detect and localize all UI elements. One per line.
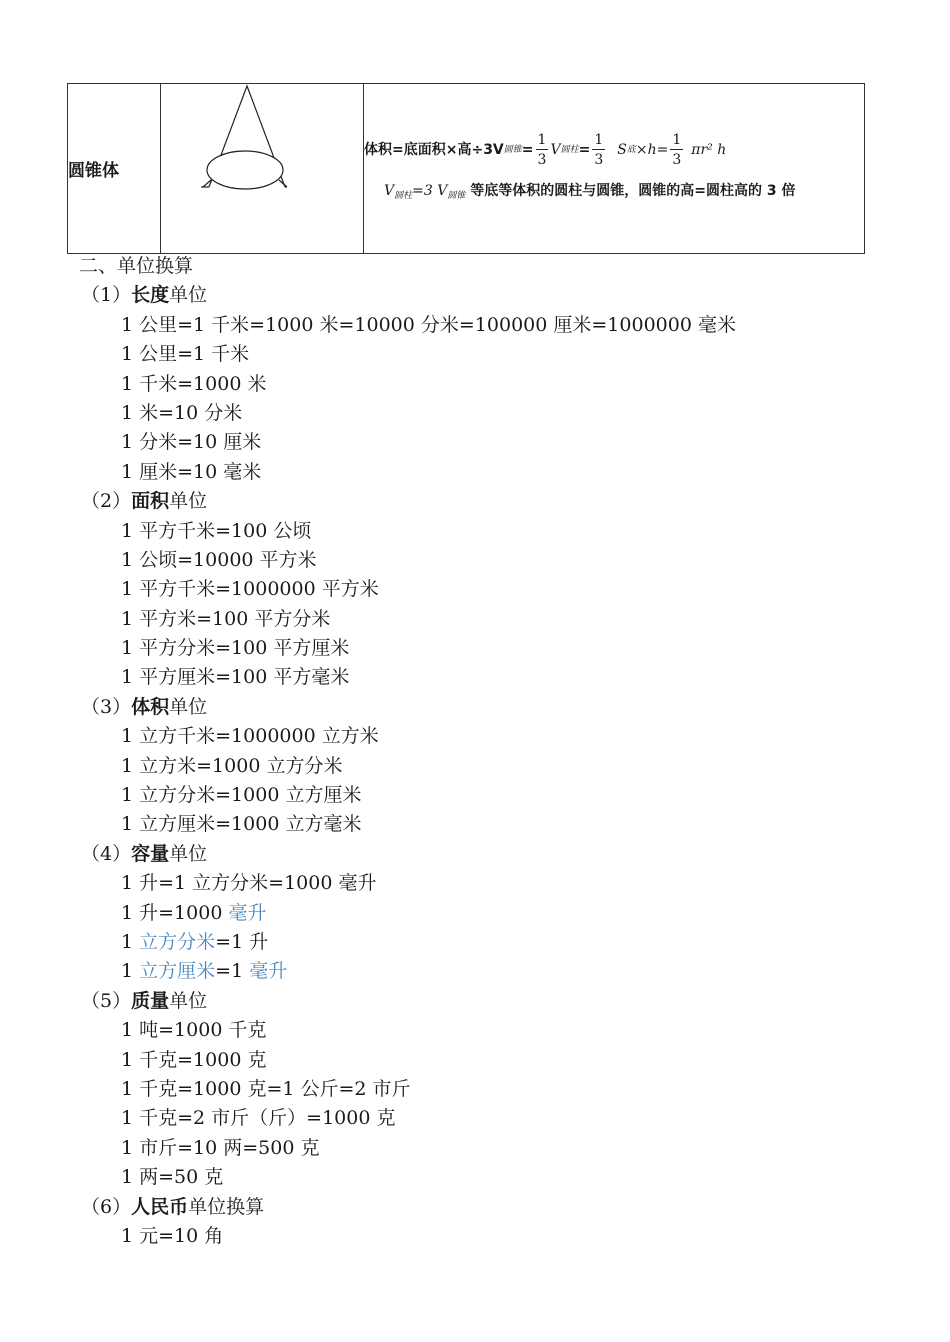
fraction-3: $\frac{1}{3}$ bbox=[672, 132, 682, 169]
list-item: 1 千米=1000 米 bbox=[121, 372, 267, 395]
list-item: 1 元=10 角 bbox=[121, 1224, 224, 1247]
list-item: 1 分米=10 厘米 bbox=[121, 431, 262, 454]
heading-volume: （3）体积单位 bbox=[81, 695, 208, 718]
eq-2: = bbox=[578, 141, 591, 158]
list-item: 1 公顷=10000 平方米 bbox=[121, 548, 317, 571]
section-title: 二、单位换算 bbox=[79, 255, 194, 277]
list-item: 1 千克=1000 克 bbox=[121, 1048, 267, 1071]
list-item: 1 升=1000 毫升 bbox=[121, 901, 267, 924]
list-item: 1 立方分米=1 升 bbox=[121, 930, 269, 953]
list-item: 1 立方厘米=1000 立方毫米 bbox=[121, 813, 362, 836]
cone-diagram bbox=[161, 84, 363, 249]
link-haosheng-2[interactable]: 毫升 bbox=[249, 960, 288, 983]
list-item: 1 立方分米=1000 立方厘米 bbox=[121, 784, 362, 807]
cone-figure-cell bbox=[161, 84, 364, 254]
v-symbol: V bbox=[550, 141, 561, 158]
sub-cylinder: 圆柱 bbox=[560, 144, 579, 155]
list-item: 1 市斤=10 两=500 克 bbox=[121, 1136, 320, 1159]
pi-r2-h: πr² h bbox=[691, 141, 727, 158]
heading-length: （1）长度单位 bbox=[81, 284, 208, 307]
shape-name-cell bbox=[68, 84, 161, 254]
list-item: 1 立方米=1000 立方分米 bbox=[121, 754, 343, 777]
heading-money: （6）人民币单位换算 bbox=[81, 1195, 265, 1218]
list-item: 1 两=50 克 bbox=[121, 1166, 224, 1189]
formula-prefix: 体积=底面积×高÷3V bbox=[364, 141, 504, 158]
list-item: 1 公里=1 千米=1000 米=10000 分米=100000 厘米=1000000 毫米 bbox=[121, 313, 736, 336]
s-symbol: S bbox=[617, 141, 627, 158]
list-item: 1 千克=2 市斤（斤）=1000 克 bbox=[121, 1107, 396, 1130]
formula-table bbox=[67, 83, 865, 254]
list-item: 1 平方千米=1000000 平方米 bbox=[121, 578, 379, 601]
list-item: 1 平方千米=100 公顷 bbox=[121, 519, 312, 542]
relation-note: $V_{圆柱}=3$ $V_{圆锥}$ 等底等体积的圆柱与圆锥，圆锥的高=圆柱高的 3 倍 bbox=[384, 183, 796, 202]
heading-capacity: （4）容量单位 bbox=[81, 842, 208, 865]
list-item: 1 立方厘米=1 毫升 bbox=[121, 960, 288, 983]
list-item: 1 平方米=100 平方分米 bbox=[121, 607, 331, 630]
times-h: ×h= bbox=[635, 141, 669, 158]
list-item: 1 千克=1000 克=1 公斤=2 市斤 bbox=[121, 1077, 411, 1100]
list-item: 1 米=10 分米 bbox=[121, 401, 243, 424]
eq-1: = bbox=[521, 141, 534, 158]
unit-conversion-section bbox=[79, 252, 899, 1251]
link-lifanglimi[interactable]: 立方厘米 bbox=[139, 960, 216, 983]
formula-cell bbox=[364, 84, 865, 254]
list-item: 1 平方分米=100 平方厘米 bbox=[121, 637, 350, 660]
link-lifangfenmi[interactable]: 立方分米 bbox=[139, 930, 216, 953]
fraction-2: $\frac{1}{3}$ bbox=[594, 132, 604, 169]
shape-name: 圆锥体 bbox=[68, 161, 119, 181]
list-item: 1 厘米=10 毫米 bbox=[121, 460, 262, 483]
list-item: 1 公里=1 千米 bbox=[121, 343, 250, 366]
note-text: 等底等体积的圆柱与圆锥，圆锥的高=圆柱高的 3 倍 bbox=[470, 183, 796, 200]
list-item: 1 升=1 立方分米=1000 毫升 bbox=[121, 872, 377, 895]
list-item: 1 吨=1000 千克 bbox=[121, 1019, 267, 1042]
link-haosheng[interactable]: 毫升 bbox=[228, 901, 267, 924]
sub-cone: 圆锥 bbox=[503, 144, 522, 155]
volume-formula bbox=[364, 133, 864, 167]
heading-area: （2）面积单位 bbox=[81, 490, 208, 513]
list-item: 1 立方千米=1000000 立方米 bbox=[121, 725, 379, 748]
fraction-1: $\frac{1}{3}$ bbox=[537, 132, 547, 169]
sub-base: 底 bbox=[626, 144, 636, 155]
list-item: 1 平方厘米=100 平方毫米 bbox=[121, 666, 350, 689]
heading-mass: （5）质量单位 bbox=[81, 989, 208, 1012]
